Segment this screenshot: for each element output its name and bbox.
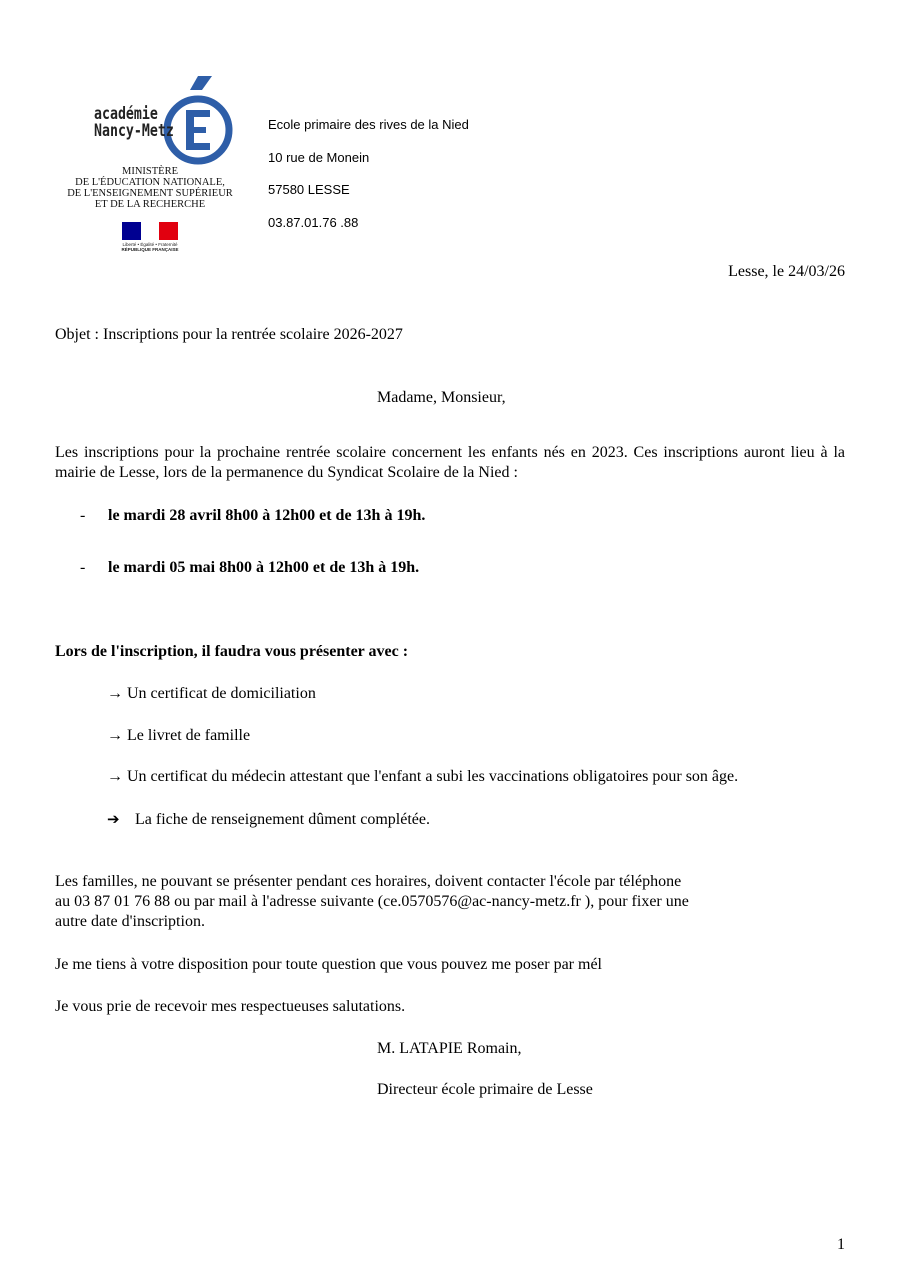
ministry-line: MINISTÈRE	[122, 166, 178, 177]
requirement-item: → Un certificat de domiciliation	[107, 685, 316, 702]
republic-caption	[110, 242, 190, 252]
requirement-item	[107, 809, 430, 830]
school-name: Ecole primaire des rives de la Nied	[268, 117, 469, 132]
letter-date: Lesse, le 24/03/26	[728, 263, 845, 280]
requirement-item: → Un certificat du médecin attestant que l'enfant a subi les vaccinations obligatoires pour son âge.	[107, 768, 739, 785]
intro-paragraph: Les inscriptions pour la prochaine rentrée scolaire concernent les enfants nés en 2023. Ces inscriptions auront lieu à la mairie de Lesse, lors de la permanence du Syndicat Scolaire de la Nied :	[55, 444, 845, 481]
registration-date-text: le mardi 28 avril 8h00 à 12h00 et de 13h à 19h.	[108, 507, 426, 524]
arrow-icon: ➔	[107, 810, 120, 828]
requirement-item: → Le livret de famille	[107, 727, 251, 744]
registration-date-text: le mardi 05 mai 8h00 à 12h00 et de 13h à 19h.	[108, 559, 420, 576]
ministry-line: DE L'ÉDUCATION NATIONALE,	[75, 177, 225, 188]
french-flag-icon	[122, 222, 178, 240]
ministry-name	[60, 166, 240, 210]
academie-logo	[60, 70, 245, 260]
registration-date-item	[80, 558, 419, 578]
contact-line: autre date d'inscription.	[55, 913, 205, 930]
school-street: 10 rue de Monein	[268, 149, 370, 165]
academie-wordmark	[94, 106, 174, 140]
requirements-title: Lors de l'inscription, il faudra vous présenter avec :	[55, 643, 409, 660]
requirement-text: La fiche de renseignement dûment complétée.	[135, 811, 430, 828]
republic-motto: Liberté • Égalité • Fraternité	[122, 242, 178, 247]
signature-title: Directeur école primaire de Lesse	[377, 1081, 593, 1098]
closing-sentence: Je vous prie de recevoir mes respectueuses salutations.	[55, 998, 406, 1015]
contact-line: au 03 87 01 76 88 ou par mail à l'adresse suivante (ce.0570576@ac-nancy-metz.fr ), pour fixer une	[55, 893, 689, 910]
page-number: 1	[837, 1236, 845, 1253]
republic-name: RÉPUBLIQUE FRANÇAISE	[121, 247, 179, 252]
ministry-line: DE L'ENSEIGNEMENT SUPÉRIEUR	[67, 188, 233, 199]
contact-line: Les familles, ne pouvant se présenter pendant ces horaires, doivent contacter l'école par téléphone	[55, 873, 682, 890]
school-phone: 03.87.01.76 .88	[268, 214, 359, 230]
academie-line2: Nancy-Metz	[94, 121, 174, 141]
availability-sentence: Je me tiens à votre disposition pour toute question que vous pouvez me poser par mél	[55, 956, 602, 973]
school-address-block	[268, 117, 469, 247]
academie-line1: académie	[94, 104, 158, 124]
letter-greeting: Madame, Monsieur,	[377, 389, 506, 406]
dash-bullet: -	[80, 559, 86, 576]
dash-bullet: -	[80, 507, 86, 524]
school-city: 57580 LESSE	[268, 182, 350, 197]
letter-object: Objet : Inscriptions pour la rentrée scolaire 2026-2027	[55, 326, 403, 343]
registration-date-item	[80, 506, 425, 526]
contact-paragraph	[55, 872, 795, 932]
signature-name: M. LATAPIE Romain,	[377, 1040, 522, 1057]
ministry-line: ET DE LA RECHERCHE	[94, 199, 206, 210]
